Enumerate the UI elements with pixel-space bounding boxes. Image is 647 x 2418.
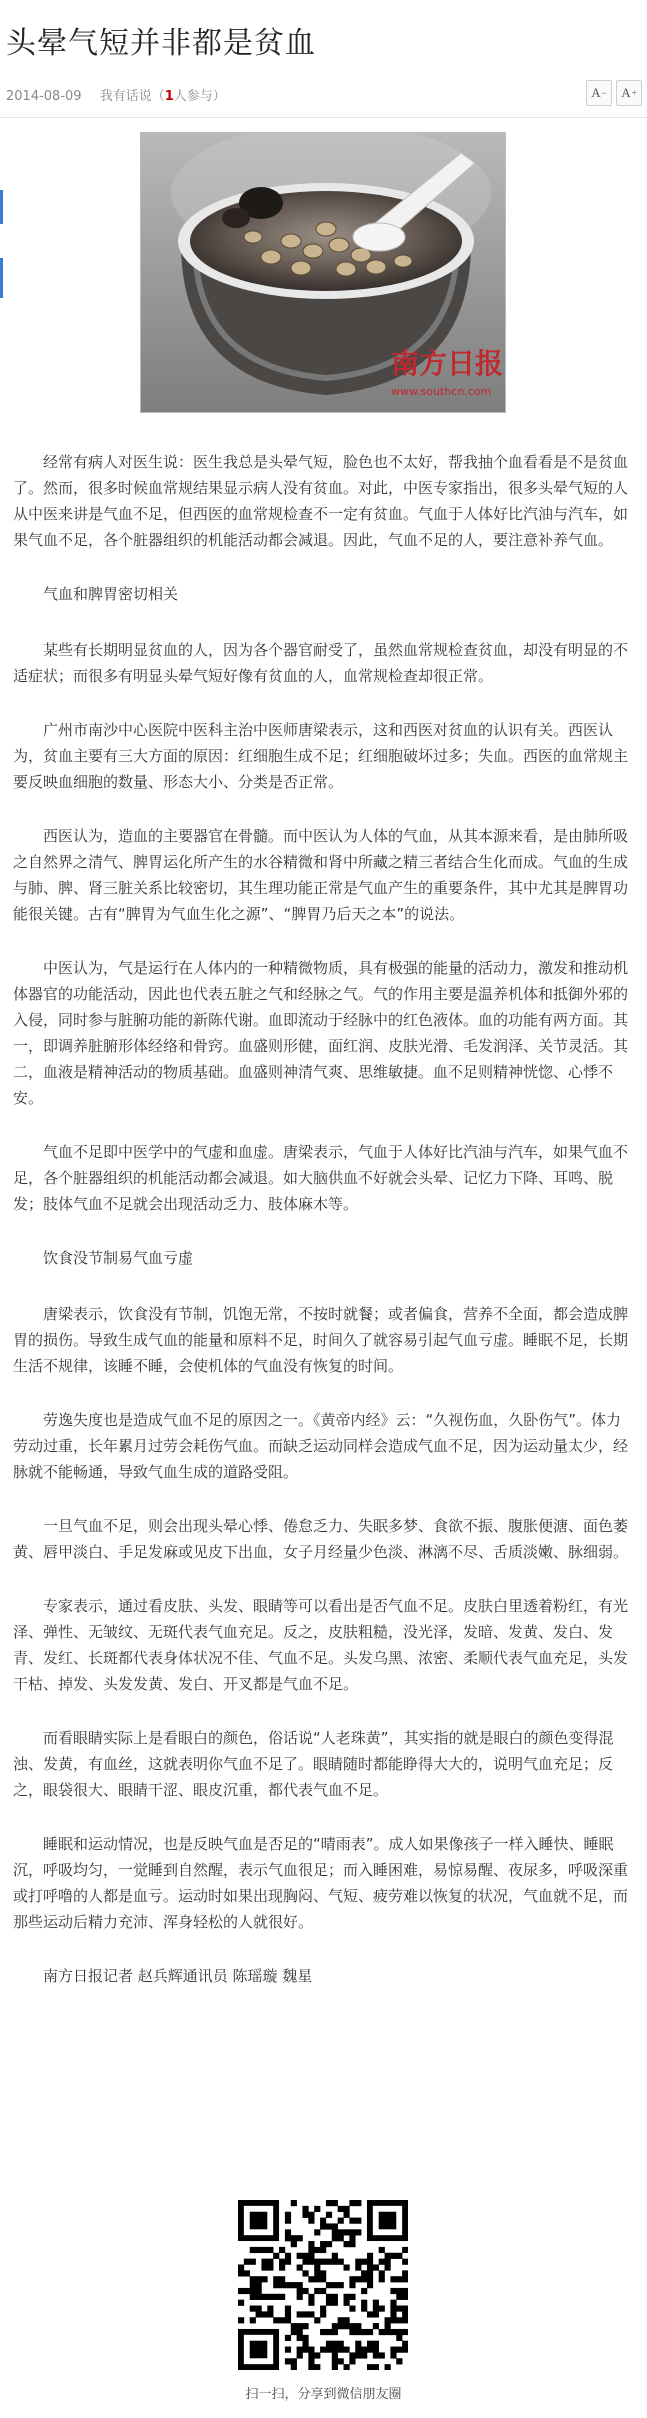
participant-count[interactable]: 1 xyxy=(164,89,174,104)
publish-date: 2014-08-09 xyxy=(6,89,82,104)
comment-link[interactable] xyxy=(100,89,226,104)
article-paragraph: 广州市南沙中心医院中医科主治中医师唐梁表示，这和西医对贫血的认识有关。西医认为，贫血主要有三大方面的原因：红细胞生成不足；红细胞破坏过多；失血。西医的血常规主要反映血细胞的数量、形态大小、分类是否正常。 xyxy=(13,721,629,791)
article-paragraph: 气血不足即中医学中的气虚和血虚。唐梁表示，气血于人体好比汽油与汽车，如果气血不足，各个脏器组织的机能活动都会减退。如大脑供血不好就会头晕、记忆力下降、耳鸣、脱发；肢体气血不足就会出现活动乏力、肢体麻木等。 xyxy=(13,1143,629,1213)
side-marker xyxy=(0,190,3,224)
qr-caption: 扫一扫，分享到微信朋友圈 xyxy=(245,2387,402,2402)
article-paragraph: 经常有病人对医生说：医生我总是头晕气短，脸色也不太好，帮我抽个血看看是不是贫血了。然而，很多时候血常规结果显示病人没有贫血。对此，中医专家指出，很多头晕气短的人从中医来讲是气血不足，但西医的血常规检查不一定有贫血。气血于人体好比汽油与汽车，如果气血不足，各个脏器组织的机能活动都会减退。因此，气血不足的人，要注意补养气血。 xyxy=(13,453,629,549)
header-divider xyxy=(0,117,647,118)
comment-label[interactable]: 我有话说（ xyxy=(99,89,165,104)
article-paragraph: 西医认为，造血的主要器官在骨髓。而中医认为人体的气血，从其本源来看，是由肺所吸之自然界之清气、脾胃运化所产生的水谷精微和肾中所藏之精三者结合生化而成。气血的生成与肺、脾、肾三脏关系比较密切，其生理功能正常是气血产生的重要条件，其中尤其是脾胃功能很关键。古有“脾胃为气血生化之源”、“脾胃乃后天之本”的说法。 xyxy=(13,827,629,923)
article-paragraph: 睡眠和运动情况，也是反映气血是否足的“晴雨表”。成人如果像孩子一样入睡快、睡眠沉，呼吸均匀，一觉睡到自然醒，表示气血很足；而入睡困难，易惊易醒、夜尿多，呼吸深重或打呼噜的人都是血亏。运动时如果出现胸闷、气短、疲劳难以恢复的状况，气血就不足，而那些运动后精力充沛、浑身轻松的人就很好。 xyxy=(13,1835,629,1931)
plus-icon: + xyxy=(631,88,637,98)
article-paragraph: 某些有长期明显贫血的人，因为各个器官耐受了，虽然血常规检查贫血，却没有明显的不适症状；而很多有明显头晕气短好像有贫血的人，血常规检查却很正常。 xyxy=(13,641,629,685)
article-paragraph: 唐梁表示，饮食没有节制，饥饱无常，不按时就餐；或者偏食，营养不全面，都会造成脾胃的损伤。导致生成气血的能量和原料不足，时间久了就容易引起气血亏虚。睡眠不足，长期生活不规律，该睡不睡，会使机体的气血没有恢复的时间。 xyxy=(13,1305,629,1375)
newspaper-url: www.southcn.com xyxy=(391,385,492,398)
article-paragraph: 劳逸失度也是造成气血不足的原因之一。《黄帝内经》云：“久视伤血，久卧伤气”。体力劳动过重，长年累月过劳会耗伤气血。而缺乏运动同样会造成气血不足，因为运动量太少，经脉就不能畅通，导致气血生成的道路受阻。 xyxy=(13,1411,629,1481)
newspaper-logo: 南方日报 xyxy=(391,347,504,380)
section-heading: 气血和脾胃密切相关 xyxy=(43,585,179,603)
soup-bowl-image xyxy=(141,133,505,412)
font-increase-button[interactable] xyxy=(616,80,642,106)
font-increase-label[interactable]: A xyxy=(621,85,631,100)
article-paragraph: 中医认为，气是运行在人体内的一种精微物质，具有极强的能量的活动力，激发和推动机体器官的功能活动，因此也代表五脏之气和经脉之气。气的作用主要是温养机体和抵御外邪的入侵，同时参与脏腑功能的新陈代谢。血即流动于经脉中的红色液体。血的功能有两方面。其一，即调养脏腑形体经络和骨窍。血盛则形健，面红润、皮肤光滑、毛发润泽、关节灵活。其二，血液是精神活动的物质基础。血盛则神清气爽、思维敏捷。血不足则精神恍惚、心悸不安。 xyxy=(13,959,629,1107)
section-heading: 饮食没节制易气血亏虚 xyxy=(43,1249,194,1267)
author-credit: 南方日报记者 赵兵辉通讯员 陈瑶璇 魏星 xyxy=(43,1967,313,1985)
article-paragraph: 而看眼睛实际上是看眼白的颜色，俗话说“人老珠黄”，其实指的就是眼白的颜色变得混浊、发黄，有血丝，这就表明你气血不足了。眼睛随时都能睁得大大的，说明气血充足；反之，眼袋很大、眼睛干涩、眼皮沉重，都代表气血不足。 xyxy=(13,1729,614,1799)
side-marker xyxy=(0,258,3,298)
article-body xyxy=(13,449,636,2017)
participant-suffix[interactable]: 人参与） xyxy=(173,89,226,104)
minus-icon: − xyxy=(601,88,607,98)
article-meta xyxy=(6,85,226,104)
page-title: 头晕气短并非都是贫血 xyxy=(6,26,316,61)
article-photo xyxy=(140,132,506,413)
font-decrease-label[interactable]: A xyxy=(591,85,601,100)
wechat-qr-code[interactable] xyxy=(238,2200,408,2370)
qr-code-icon xyxy=(238,2200,408,2370)
article-paragraph: 一旦气血不足，则会出现头晕心悸、倦怠乏力、失眠多梦、食欲不振、腹胀便溏、面色萎黄、唇甲淡白、手足发麻或见皮下出血，女子月经量少色淡、淋漓不尽、舌质淡嫩、脉细弱。 xyxy=(13,1517,629,1561)
font-decrease-button[interactable] xyxy=(586,80,612,106)
article-paragraph: 专家表示，通过看皮肤、头发、眼睛等可以看出是否气血不足。皮肤白里透着粉红，有光泽、弹性、无皱纹、无斑代表气血充足。反之，皮肤粗糙，没光泽，发暗、发黄、发白、发青、发红、长斑都代表身体状况不佳、气血不足。头发乌黑、浓密、柔顺代表气血充足，头发干枯、掉发、头发发黄、发白、开叉都是气血不足。 xyxy=(13,1597,629,1693)
